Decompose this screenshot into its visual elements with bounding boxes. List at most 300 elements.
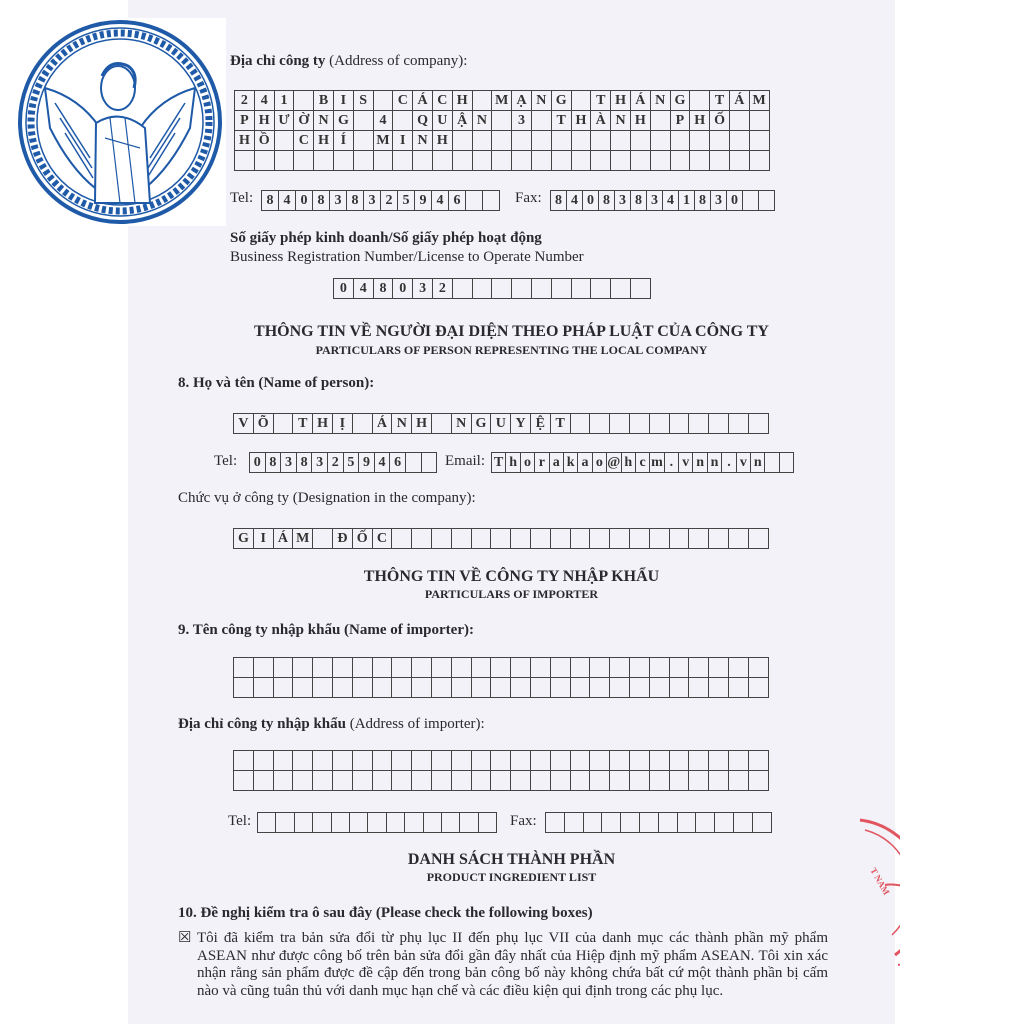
char-cell[interactable]: 1 (275, 91, 295, 111)
char-cell[interactable]: C (373, 529, 393, 549)
char-cell[interactable] (432, 658, 452, 678)
char-cell[interactable]: 5 (398, 191, 415, 211)
char-cell[interactable] (765, 453, 779, 473)
char-cell[interactable] (670, 529, 690, 549)
char-cell[interactable] (551, 678, 571, 698)
char-cell[interactable] (334, 151, 354, 171)
char-cell[interactable] (453, 279, 473, 299)
char-cell[interactable]: H (255, 111, 275, 131)
char-cell[interactable] (460, 813, 478, 833)
char-cell[interactable] (255, 151, 275, 171)
char-cell[interactable] (572, 279, 592, 299)
char-cell[interactable] (729, 771, 749, 791)
char-cell[interactable] (611, 151, 631, 171)
char-cell[interactable]: M (374, 131, 394, 151)
char-cell[interactable]: 3 (312, 453, 328, 473)
char-cell[interactable]: 1 (679, 191, 695, 211)
char-cell[interactable]: Ố (710, 111, 730, 131)
char-cell[interactable]: G (552, 91, 572, 111)
char-cell[interactable]: À (591, 111, 611, 131)
char-cell[interactable]: N (473, 111, 493, 131)
char-cell[interactable] (412, 751, 432, 771)
char-cell[interactable] (670, 751, 690, 771)
char-cell[interactable] (235, 151, 255, 171)
char-cell[interactable] (689, 414, 709, 434)
char-cell[interactable] (571, 771, 591, 791)
char-cell[interactable] (610, 529, 630, 549)
char-cell[interactable]: Á (413, 91, 433, 111)
char-cell[interactable] (422, 453, 438, 473)
char-cell[interactable] (531, 658, 551, 678)
char-cell[interactable]: G (234, 529, 254, 549)
char-cell[interactable] (689, 751, 709, 771)
char-cell[interactable] (750, 111, 770, 131)
char-cell[interactable]: a (578, 453, 592, 473)
char-cell[interactable]: H (313, 414, 333, 434)
char-cell[interactable] (749, 751, 769, 771)
char-cell[interactable] (552, 151, 572, 171)
char-cell[interactable]: 4 (375, 453, 391, 473)
char-cell[interactable] (274, 751, 294, 771)
char-cell[interactable] (689, 771, 709, 791)
char-cell[interactable] (234, 751, 254, 771)
char-cell[interactable] (650, 751, 670, 771)
char-cell[interactable]: Ậ (453, 111, 473, 131)
char-cell[interactable] (472, 751, 492, 771)
char-cell[interactable] (531, 751, 551, 771)
char-cell[interactable] (472, 529, 492, 549)
char-cell[interactable]: C (393, 91, 413, 111)
char-cell[interactable]: 9 (415, 191, 432, 211)
char-cell[interactable] (631, 131, 651, 151)
char-cell[interactable]: I (254, 529, 274, 549)
char-cell[interactable]: n (751, 453, 765, 473)
char-cell[interactable] (690, 131, 710, 151)
char-cell[interactable] (313, 529, 333, 549)
char-cell[interactable] (392, 678, 412, 698)
char-cell[interactable]: H (433, 131, 453, 151)
char-cell[interactable]: 8 (631, 191, 647, 211)
char-cell[interactable] (602, 813, 621, 833)
char-cell[interactable]: h (622, 453, 636, 473)
char-cell[interactable] (354, 111, 374, 131)
char-cell[interactable] (571, 678, 591, 698)
char-cell[interactable] (671, 151, 691, 171)
char-cell[interactable] (715, 813, 734, 833)
char-cell[interactable] (729, 678, 749, 698)
char-cell[interactable] (512, 279, 532, 299)
char-cell[interactable] (354, 151, 374, 171)
char-cell[interactable] (709, 529, 729, 549)
char-cell[interactable] (630, 771, 650, 791)
char-cell[interactable] (532, 151, 552, 171)
char-cell[interactable]: . (722, 453, 736, 473)
char-cell[interactable] (590, 678, 610, 698)
char-cell[interactable]: @ (607, 453, 621, 473)
char-cell[interactable] (670, 771, 690, 791)
char-cell[interactable] (442, 813, 460, 833)
char-cell[interactable]: n (693, 453, 707, 473)
char-cell[interactable]: 8 (347, 191, 364, 211)
char-cell[interactable] (511, 771, 531, 791)
char-cell[interactable] (750, 131, 770, 151)
char-cell[interactable] (353, 751, 373, 771)
char-cell[interactable] (453, 151, 473, 171)
char-cell[interactable] (571, 414, 591, 434)
char-cell[interactable] (590, 771, 610, 791)
char-cell[interactable] (696, 813, 715, 833)
person-name-field[interactable] (233, 413, 769, 434)
char-cell[interactable]: 8 (266, 453, 282, 473)
char-cell[interactable] (630, 751, 650, 771)
char-cell[interactable] (511, 658, 531, 678)
char-cell[interactable] (511, 751, 531, 771)
char-cell[interactable] (254, 678, 274, 698)
char-cell[interactable] (749, 771, 769, 791)
char-cell[interactable] (373, 751, 393, 771)
char-cell[interactable]: 0 (393, 279, 413, 299)
char-cell[interactable]: 3 (413, 279, 433, 299)
char-cell[interactable] (412, 529, 432, 549)
char-cell[interactable] (730, 131, 750, 151)
char-cell[interactable]: o (593, 453, 607, 473)
char-cell[interactable] (532, 131, 552, 151)
char-cell[interactable]: . (665, 453, 679, 473)
char-cell[interactable] (759, 191, 775, 211)
char-cell[interactable] (392, 751, 412, 771)
char-cell[interactable] (610, 678, 630, 698)
char-cell[interactable] (313, 813, 331, 833)
char-cell[interactable] (709, 771, 729, 791)
char-cell[interactable]: H (631, 111, 651, 131)
char-cell[interactable] (314, 151, 334, 171)
char-cell[interactable] (546, 813, 565, 833)
char-cell[interactable] (650, 771, 670, 791)
char-cell[interactable] (551, 529, 571, 549)
char-cell[interactable]: T (551, 414, 571, 434)
char-cell[interactable]: 0 (250, 453, 266, 473)
char-cell[interactable] (690, 151, 710, 171)
char-cell[interactable] (432, 751, 452, 771)
char-cell[interactable]: H (690, 111, 710, 131)
char-cell[interactable] (392, 771, 412, 791)
char-cell[interactable] (258, 813, 276, 833)
char-cell[interactable]: N (611, 111, 631, 131)
char-cell[interactable]: B (314, 91, 334, 111)
char-cell[interactable]: Ạ (512, 91, 532, 111)
char-cell[interactable] (511, 678, 531, 698)
char-cell[interactable] (590, 658, 610, 678)
char-cell[interactable]: 0 (583, 191, 599, 211)
char-cell[interactable]: 6 (449, 191, 466, 211)
char-cell[interactable]: U (491, 414, 511, 434)
char-cell[interactable] (452, 678, 472, 698)
char-cell[interactable] (611, 279, 631, 299)
char-cell[interactable]: 8 (551, 191, 567, 211)
char-cell[interactable] (333, 658, 353, 678)
char-cell[interactable] (678, 813, 697, 833)
char-cell[interactable] (387, 813, 405, 833)
char-cell[interactable]: H (235, 131, 255, 151)
char-cell[interactable] (353, 771, 373, 791)
char-cell[interactable] (412, 678, 432, 698)
char-cell[interactable] (571, 658, 591, 678)
char-cell[interactable] (274, 658, 294, 678)
char-cell[interactable]: C (294, 131, 314, 151)
char-cell[interactable] (551, 658, 571, 678)
char-cell[interactable] (670, 678, 690, 698)
char-cell[interactable] (293, 678, 313, 698)
char-cell[interactable] (749, 414, 769, 434)
char-cell[interactable]: 8 (262, 191, 279, 211)
char-cell[interactable]: V (234, 414, 254, 434)
importer-fax-field[interactable] (545, 812, 772, 833)
char-cell[interactable] (353, 658, 373, 678)
char-cell[interactable] (709, 658, 729, 678)
char-cell[interactable] (406, 453, 422, 473)
char-cell[interactable]: M (492, 91, 512, 111)
char-cell[interactable]: G (472, 414, 492, 434)
char-cell[interactable]: 3 (711, 191, 727, 211)
char-cell[interactable] (254, 658, 274, 678)
char-cell[interactable] (591, 131, 611, 151)
char-cell[interactable] (293, 771, 313, 791)
char-cell[interactable]: U (433, 111, 453, 131)
char-cell[interactable] (709, 678, 729, 698)
char-cell[interactable]: c (636, 453, 650, 473)
char-cell[interactable] (743, 191, 759, 211)
char-cell[interactable] (651, 131, 671, 151)
char-cell[interactable]: 4 (374, 111, 394, 131)
char-cell[interactable] (710, 151, 730, 171)
char-cell[interactable] (254, 751, 274, 771)
char-cell[interactable] (276, 813, 294, 833)
char-cell[interactable] (333, 751, 353, 771)
char-cell[interactable] (730, 151, 750, 171)
char-cell[interactable] (433, 151, 453, 171)
char-cell[interactable] (670, 414, 690, 434)
char-cell[interactable] (729, 414, 749, 434)
char-cell[interactable] (491, 658, 511, 678)
char-cell[interactable] (780, 453, 794, 473)
char-cell[interactable]: 8 (599, 191, 615, 211)
char-cell[interactable] (590, 751, 610, 771)
char-cell[interactable]: 4 (354, 279, 374, 299)
char-cell[interactable] (293, 658, 313, 678)
char-cell[interactable]: M (293, 529, 313, 549)
company-fax-field[interactable] (550, 190, 775, 211)
char-cell[interactable] (466, 191, 483, 211)
char-cell[interactable] (294, 151, 314, 171)
char-cell[interactable] (368, 813, 386, 833)
char-cell[interactable] (749, 678, 769, 698)
char-cell[interactable] (313, 751, 333, 771)
char-cell[interactable] (531, 771, 551, 791)
char-cell[interactable]: 6 (390, 453, 406, 473)
char-cell[interactable]: T (710, 91, 730, 111)
char-cell[interactable] (332, 813, 350, 833)
char-cell[interactable] (750, 151, 770, 171)
char-cell[interactable] (313, 771, 333, 791)
char-cell[interactable]: 8 (374, 279, 394, 299)
char-cell[interactable] (532, 111, 552, 131)
char-cell[interactable] (432, 529, 452, 549)
char-cell[interactable] (432, 678, 452, 698)
char-cell[interactable] (473, 131, 493, 151)
char-cell[interactable]: H (412, 414, 432, 434)
char-cell[interactable]: 4 (279, 191, 296, 211)
char-cell[interactable] (491, 529, 511, 549)
char-cell[interactable] (333, 678, 353, 698)
char-cell[interactable]: k (564, 453, 578, 473)
char-cell[interactable] (610, 414, 630, 434)
char-cell[interactable] (590, 529, 610, 549)
char-cell[interactable] (452, 529, 472, 549)
char-cell[interactable] (730, 111, 750, 131)
char-cell[interactable] (659, 813, 678, 833)
char-cell[interactable]: M (750, 91, 770, 111)
char-cell[interactable] (275, 151, 295, 171)
char-cell[interactable] (584, 813, 603, 833)
char-cell[interactable]: 3 (364, 191, 381, 211)
char-cell[interactable] (453, 131, 473, 151)
char-cell[interactable] (689, 658, 709, 678)
char-cell[interactable] (551, 771, 571, 791)
char-cell[interactable]: 2 (328, 453, 344, 473)
char-cell[interactable] (274, 678, 294, 698)
char-cell[interactable] (709, 751, 729, 771)
char-cell[interactable]: Á (274, 529, 294, 549)
char-cell[interactable]: 3 (647, 191, 663, 211)
char-cell[interactable]: P (235, 111, 255, 131)
char-cell[interactable] (354, 131, 374, 151)
char-cell[interactable] (689, 529, 709, 549)
char-cell[interactable] (254, 771, 274, 791)
char-cell[interactable]: 0 (296, 191, 313, 211)
char-cell[interactable] (511, 529, 531, 549)
char-cell[interactable]: N (392, 414, 412, 434)
char-cell[interactable]: h (506, 453, 520, 473)
company-tel-field[interactable] (261, 190, 500, 211)
char-cell[interactable] (393, 151, 413, 171)
char-cell[interactable] (710, 131, 730, 151)
char-cell[interactable]: Õ (254, 414, 274, 434)
char-cell[interactable] (373, 678, 393, 698)
char-cell[interactable] (532, 279, 552, 299)
char-cell[interactable] (670, 658, 690, 678)
char-cell[interactable]: N (532, 91, 552, 111)
char-cell[interactable] (405, 813, 423, 833)
char-cell[interactable] (350, 813, 368, 833)
char-cell[interactable] (630, 658, 650, 678)
char-cell[interactable]: 3 (512, 111, 532, 131)
char-cell[interactable]: N (314, 111, 334, 131)
char-cell[interactable]: 4 (663, 191, 679, 211)
char-cell[interactable] (491, 771, 511, 791)
char-cell[interactable]: I (334, 91, 354, 111)
char-cell[interactable]: 3 (281, 453, 297, 473)
char-cell[interactable]: 2 (235, 91, 255, 111)
char-cell[interactable]: 5 (344, 453, 360, 473)
char-cell[interactable]: T (492, 453, 506, 473)
char-cell[interactable]: 8 (313, 191, 330, 211)
importer-tel-field[interactable] (257, 812, 497, 833)
char-cell[interactable]: Á (730, 91, 750, 111)
char-cell[interactable]: Í (334, 131, 354, 151)
char-cell[interactable] (452, 751, 472, 771)
char-cell[interactable]: a (550, 453, 564, 473)
char-cell[interactable] (591, 279, 611, 299)
char-cell[interactable] (392, 529, 412, 549)
char-cell[interactable] (412, 658, 432, 678)
char-cell[interactable]: 4 (567, 191, 583, 211)
char-cell[interactable]: 3 (330, 191, 347, 211)
char-cell[interactable] (413, 151, 433, 171)
char-cell[interactable] (491, 751, 511, 771)
char-cell[interactable] (630, 529, 650, 549)
char-cell[interactable] (374, 151, 394, 171)
company-address-grid[interactable] (234, 90, 770, 171)
char-cell[interactable] (234, 678, 254, 698)
char-cell[interactable]: m (650, 453, 664, 473)
char-cell[interactable] (512, 131, 532, 151)
importer-address-grid[interactable] (233, 750, 769, 791)
person-email-field[interactable] (491, 452, 794, 473)
char-cell[interactable]: Ị (333, 414, 353, 434)
char-cell[interactable] (483, 191, 500, 211)
char-cell[interactable] (610, 658, 630, 678)
char-cell[interactable]: H (314, 131, 334, 151)
char-cell[interactable] (412, 771, 432, 791)
char-cell[interactable] (531, 529, 551, 549)
importer-name-grid[interactable] (233, 657, 769, 698)
char-cell[interactable] (690, 91, 710, 111)
char-cell[interactable] (572, 91, 592, 111)
char-cell[interactable] (590, 414, 610, 434)
char-cell[interactable] (640, 813, 659, 833)
char-cell[interactable]: T (293, 414, 313, 434)
char-cell[interactable] (479, 813, 497, 833)
char-cell[interactable] (650, 414, 670, 434)
char-cell[interactable] (473, 279, 493, 299)
char-cell[interactable] (671, 131, 691, 151)
char-cell[interactable] (650, 529, 670, 549)
char-cell[interactable] (313, 678, 333, 698)
char-cell[interactable] (610, 771, 630, 791)
char-cell[interactable] (753, 813, 772, 833)
char-cell[interactable]: T (591, 91, 611, 111)
char-cell[interactable] (492, 111, 512, 131)
char-cell[interactable]: 0 (727, 191, 743, 211)
char-cell[interactable]: Á (631, 91, 651, 111)
char-cell[interactable]: Ư (275, 111, 295, 131)
char-cell[interactable] (424, 813, 442, 833)
char-cell[interactable]: 4 (255, 91, 275, 111)
char-cell[interactable] (293, 751, 313, 771)
char-cell[interactable] (353, 414, 373, 434)
char-cell[interactable] (472, 678, 492, 698)
char-cell[interactable] (294, 91, 314, 111)
char-cell[interactable] (392, 658, 412, 678)
char-cell[interactable] (651, 111, 671, 131)
char-cell[interactable] (734, 813, 753, 833)
char-cell[interactable]: o (521, 453, 535, 473)
char-cell[interactable] (729, 529, 749, 549)
char-cell[interactable]: N (452, 414, 472, 434)
char-cell[interactable] (333, 771, 353, 791)
char-cell[interactable] (313, 658, 333, 678)
char-cell[interactable] (630, 678, 650, 698)
